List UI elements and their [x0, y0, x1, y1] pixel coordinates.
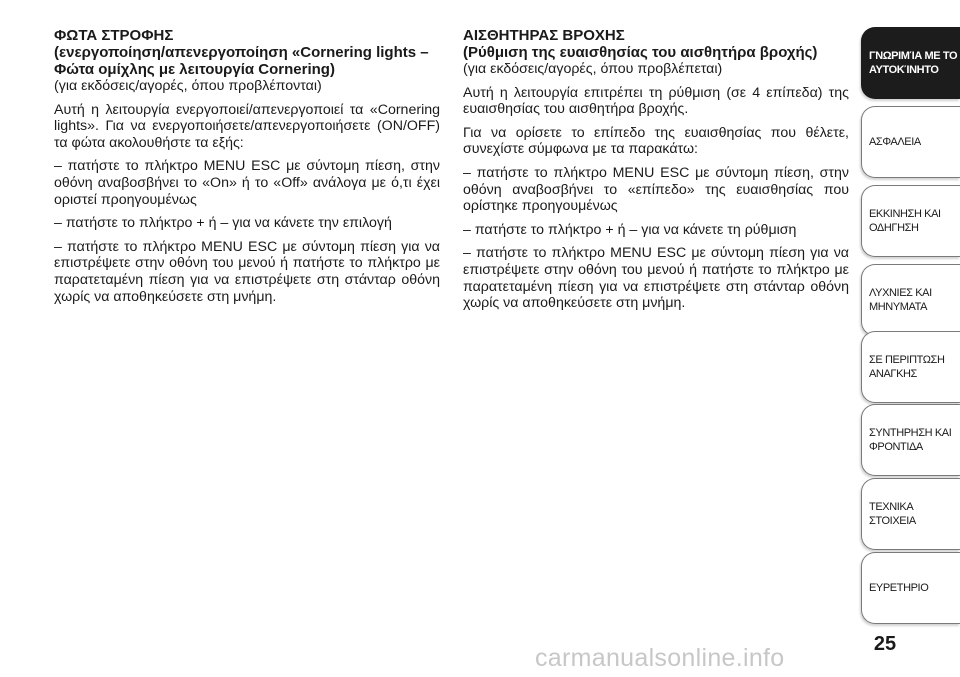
left-column	[54, 27, 440, 312]
tab-in-an-emergency[interactable]: ΣΕ ΠΕΡΙΠΤΩΣΗ ΑΝΑΓΚΗΣ	[861, 331, 960, 403]
watermark: carmanualsonline.info	[535, 644, 785, 672]
rain-sensor-step: – πατήστε το πλήκτρο + ή – για να κάνετε τη ρύθμιση	[463, 221, 797, 238]
right-column	[463, 27, 849, 319]
cornering-lights-step: – πατήστε το πλήκτρο MENU ESC με σύντομη πίεση, στην οθόνη αναβοσβήνει το «On» ή το «Off» ανάλογα με ό,τι έχει οριστεί προηγουμένως	[54, 158, 440, 208]
rain-sensor-paragraph: Για να ορίσετε το επίπεδο της ευαισθησίας που θέλετε, συνεχίστε σύμφωνα με τα παρακάτω:	[463, 124, 849, 158]
tab-index[interactable]: ΕΥΡΕΤΗΡΙΟ	[861, 552, 960, 624]
tab-technical-specifications[interactable]: ΤΕΧΝΙΚΑ ΣΤΟΙΧΕΙΑ	[861, 478, 960, 550]
tab-getting-to-know-car[interactable]: ΓΝΩΡΙΜΊΑ ΜΕ ΤΟ ΑΥΤΟΚΊΝΗΤΟ	[861, 27, 960, 99]
tab-maintenance-and-care[interactable]: ΣΥΝΤΗΡΗΣΗ ΚΑΙ ΦΡΟΝΤΙΔΑ	[861, 404, 960, 476]
rain-sensor-availability-note: (για εκδόσεις/αγορές, όπου προβλέπεται)	[463, 61, 723, 77]
tab-warning-lights-and-messages[interactable]: ΛΥΧΝΙΕΣ ΚΑΙ ΜΗΝΥΜΑΤΑ	[861, 264, 960, 336]
rain-sensor-step: – πατήστε το πλήκτρο MENU ESC με σύντομη πίεση για να επιστρέψετε στην οθόνη του μενού ή πατήστε το πλήκτρο με παρατεταμένη πίεση για να επιστρέψετε στη στάνταρ οθόνη χωρίς να αποθηκεύσετε στη μνήμη.	[463, 245, 849, 312]
cornering-lights-step: – πατήστε το πλήκτρο + ή – για να κάνετε την επιλογή	[54, 215, 392, 232]
rain-sensor-paragraph: Αυτή η λειτουργία επιτρέπει τη ρύθμιση (σε 4 επίπεδα) της ευαισθησίας του αισθητήρα βροχής.	[463, 84, 849, 118]
cornering-lights-heading: ΦΩΤΑ ΣΤΡΟΦΗΣ (ενεργοποίηση/απενεργοποίηση «Cornering lights – Φώτα ομίχλης με λειτουργία Cornering)	[54, 27, 429, 78]
cornering-lights-paragraph: Αυτή η λειτουργία ενεργοποιεί/απενεργοποιεί τα «Cornering lights». Για να ενεργοποιήσετε/απενεργοποιήσετε (ON/OFF) τα φώτα ακολουθήστε τα εξής:	[54, 101, 440, 151]
rain-sensor-heading: ΑΙΣΘΗΤΗΡΑΣ ΒΡΟΧΗΣ (Ρύθμιση της ευαισθησίας του αισθητήρα βροχής)	[463, 27, 818, 61]
tab-safety[interactable]: ΑΣΦΑΛΕΙΑ	[861, 106, 960, 178]
cornering-lights-availability-note: (για εκδόσεις/αγορές, όπου προβλέπονται)	[54, 78, 322, 94]
page-number: 25	[873, 633, 897, 655]
cornering-lights-step: – πατήστε το πλήκτρο MENU ESC με σύντομη πίεση για να επιστρέψετε στην οθόνη του μενού ή πατήστε το πλήκτρο με παρατεταμένη πίεση για να επιστρέψετε στη στάνταρ οθόνη χωρίς να αποθηκεύσετε στη μνήμη.	[54, 238, 440, 305]
tab-starting-and-driving[interactable]: ΕΚΚΙΝΗΣΗ ΚΑΙ ΟΔΗΓΗΣΗ	[861, 185, 960, 257]
rain-sensor-step: – πατήστε το πλήκτρο MENU ESC με σύντομη πίεση, στην οθόνη αναβοσβήνει το «επίπεδο» της ευαισθησίας που ορίστηκε προηγουμένως	[463, 164, 849, 215]
